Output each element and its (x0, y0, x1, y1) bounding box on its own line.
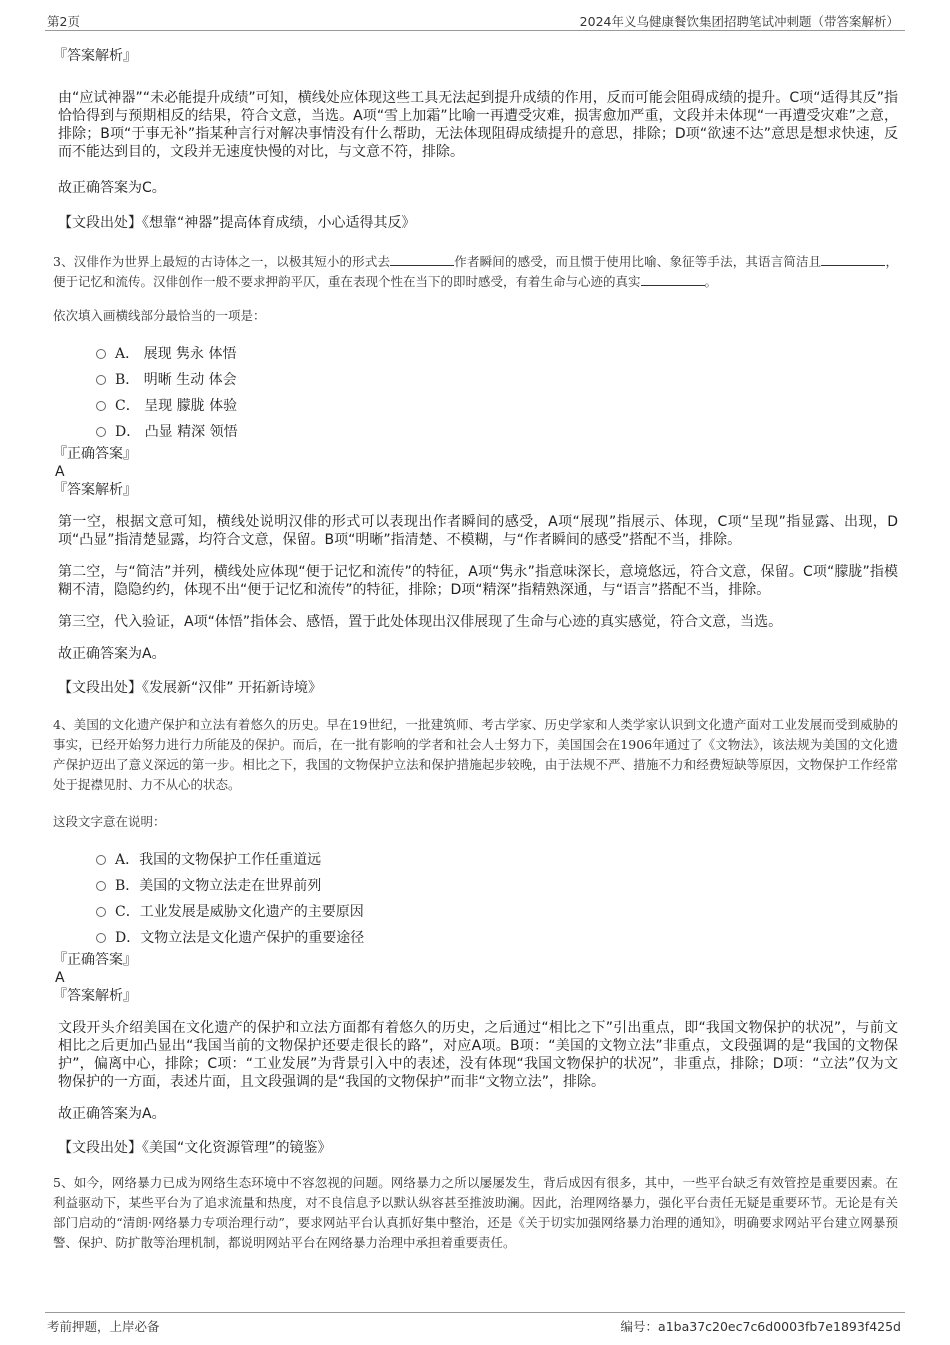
source-line: 【文段出处】《想靠“神器”提高体育成绩，小心适得其反》 (58, 215, 416, 231)
question-4-prompt: 这段文字意在说明： (53, 814, 166, 829)
radio-icon[interactable] (96, 881, 106, 891)
option-a[interactable]: A．我国的文物保护工作任重道远 (53, 847, 898, 873)
document-title: 2024年义乌健康餐饮集团招聘笔试冲刺题（带答案解析） (579, 14, 899, 29)
question-4-options (53, 847, 898, 951)
analysis-text: 第三空，代入验证，A项“体悟”指体会、感悟，置于此处体现出汉俳展现了生命与心迹的真实感觉，符合文意，当选。 (58, 614, 783, 630)
question-3-options (53, 341, 898, 445)
conclusion-text: 故正确答案为A。 (58, 1106, 166, 1122)
radio-icon[interactable] (96, 855, 106, 865)
option-b[interactable]: B． 明晰 生动 体会 (53, 367, 898, 393)
radio-icon[interactable] (96, 427, 106, 437)
source-line: 【文段出处】《美国“文化资源管理”的镜鉴》 (58, 1140, 332, 1156)
question-5-text: 5、如今，网络暴力已成为网络生态环境中不容忽视的问题。网络暴力之所以屡屡发生，背后成因有很多，其中，一些平台缺乏有效管控是重要因素。在利益驱动下，某些平台为了追求流量和热度，对不良信息予以默认纵容甚至推波助澜。因此，治理网络暴力，强化平台责任无疑是重要环节。无论是有关部门启动的“清朗·网络暴力专项治理行动”，要求网站平台认真抓好集中整治，还是《关于切实加强网络暴力治理的通知》，明确要求网站平台建立网暴预警、保护、防扩散等治理机制，都说明网站平台在网络暴力治理中承担着重要责任。 (53, 1175, 898, 1250)
radio-icon[interactable] (96, 375, 106, 385)
analysis-text: 第二空，与“简洁”并列，横线处应体现“便于记忆和流传”的特征，A项“隽永”指意味深长，意境悠远，符合文意，保留。C项“朦胧”指模糊不清，隐隐约约，体现不出“便于记忆和流传”的特征，排除；D项“精深”指精熟深通，与“语言”搭配不当，排除。 (58, 564, 898, 598)
option-c[interactable]: C． 呈现 朦胧 体验 (53, 393, 898, 419)
blank-1 (390, 252, 454, 266)
radio-icon[interactable] (96, 401, 106, 411)
conclusion-text: 故正确答案为A。 (58, 646, 166, 662)
radio-icon[interactable] (96, 349, 106, 359)
option-c[interactable]: C．工业发展是威胁文化遗产的主要原因 (53, 899, 898, 925)
question-3-text: 3、汉俳作为世界上最短的古诗体之一，以极其短小的形式去 作者瞬间的感受，而且惯于使用比喻、象征等手法，其语言简洁且 ，便于记忆和流传。汉俳创作一般不要求押韵平仄，重在表现个性在当下的即时感受，有着生命与心迹的真实 。 (53, 254, 898, 289)
page-footer (45, 1312, 905, 1337)
question-4-text: 4、美国的文化遗产保护和立法有着悠久的历史。早在19世纪，一批建筑师、考古学家、历史学家和人类学家认识到文化遗产面对工业发展而受到威胁的事实，已经开始努力进行力所能及的保护。而后，在一批有影响的学者和社会人士努力下，美国国会在1906年通过了《文物法》，该法规为美国的文化遗产保护迈出了意义深远的第一步。相比之下，我国的文物保护立法和保护措施起步较晚，由于法规不严、措施不力和经费短缺等原因，文物保护工作经常处于捉襟见肘、力不从心的状态。 (53, 717, 898, 792)
option-b[interactable]: B．美国的文物立法走在世界前列 (53, 873, 898, 899)
blank-2 (821, 252, 885, 266)
radio-icon[interactable] (96, 933, 106, 943)
correct-answer: A (55, 464, 65, 480)
correct-answer-label: 『正确答案』 (53, 446, 137, 462)
page-header (45, 8, 905, 31)
page-number: 第2页 (47, 14, 80, 29)
analysis-text: 文段开头介绍美国在文化遗产的保护和立法方面都有着悠久的历史，之后通过“相比之下”引出重点，即“我国文物保护的状况”，与前文相比之后更加凸显出“我国当前的文物保护还要走很长的路”，对应A项。B项：“美国的文物立法”非重点，文段强调的是“我国的文物保护”，偏离中心，排除；C项：“工业发展”为背景引入中的表述，没有体现“我国文物保护的状况”，非重点，排除；D项：“立法”仅为文物保护的一方面，表述片面，且文段强调的是“我国的文物保护”而非“文物立法”，排除。 (58, 1020, 898, 1090)
analysis-label: 『答案解析』 (53, 482, 137, 498)
radio-icon[interactable] (96, 907, 106, 917)
analysis-text: 由“应试神器”“未必能提升成绩”可知，横线处应体现这些工具无法起到提升成绩的作用，反而可能会阻碍成绩的提升。C项“适得其反”指恰恰得到与预期相反的结果，符合文意，当选。A项“雪上加霜”比喻一再遭受灾难，损害愈加严重，文段并未体现“一再遭受灾难”之意，排除；B项“于事无补”指某种言行对解决事情没有什么帮助，无法体现阻碍成绩提升的意思，排除；D项“欲速不达”意思是想求快速，反而不能达到目的，文段并无速度快慢的对比，与文意不符，排除。 (58, 90, 898, 160)
blank-3 (641, 272, 705, 286)
conclusion-text: 故正确答案为C。 (58, 180, 166, 196)
footer-slogan: 考前押题，上岸必备 (47, 1319, 160, 1334)
option-d[interactable]: D．文物立法是文化遗产保护的重要途径 (53, 925, 898, 951)
source-line: 【文段出处】《发展新“汉俳” 开拓新诗境》 (58, 680, 322, 696)
analysis-text: 第一空，根据文意可知，横线处说明汉俳的形式可以表现出作者瞬间的感受，A项“展现”指展示、体现，C项“呈现”指显露、出现，D项“凸显”指清楚显露，均符合文意，保留。B项“明晰”指清楚、不模糊，与“作者瞬间的感受”搭配不当，排除。 (58, 514, 898, 548)
document-code: 编号：a1ba37c20ec7c6d0003fb7e1893f425d (620, 1319, 901, 1334)
option-d[interactable]: D． 凸显 精深 领悟 (53, 419, 898, 445)
question-3-prompt: 依次填入画横线部分最恰当的一项是： (53, 308, 266, 323)
analysis-label: 『答案解析』 (53, 48, 137, 64)
correct-answer: A (55, 970, 65, 986)
option-a[interactable]: A． 展现 隽永 体悟 (53, 341, 898, 367)
analysis-label: 『答案解析』 (53, 988, 137, 1004)
content (53, 30, 898, 1253)
correct-answer-label: 『正确答案』 (53, 952, 137, 968)
